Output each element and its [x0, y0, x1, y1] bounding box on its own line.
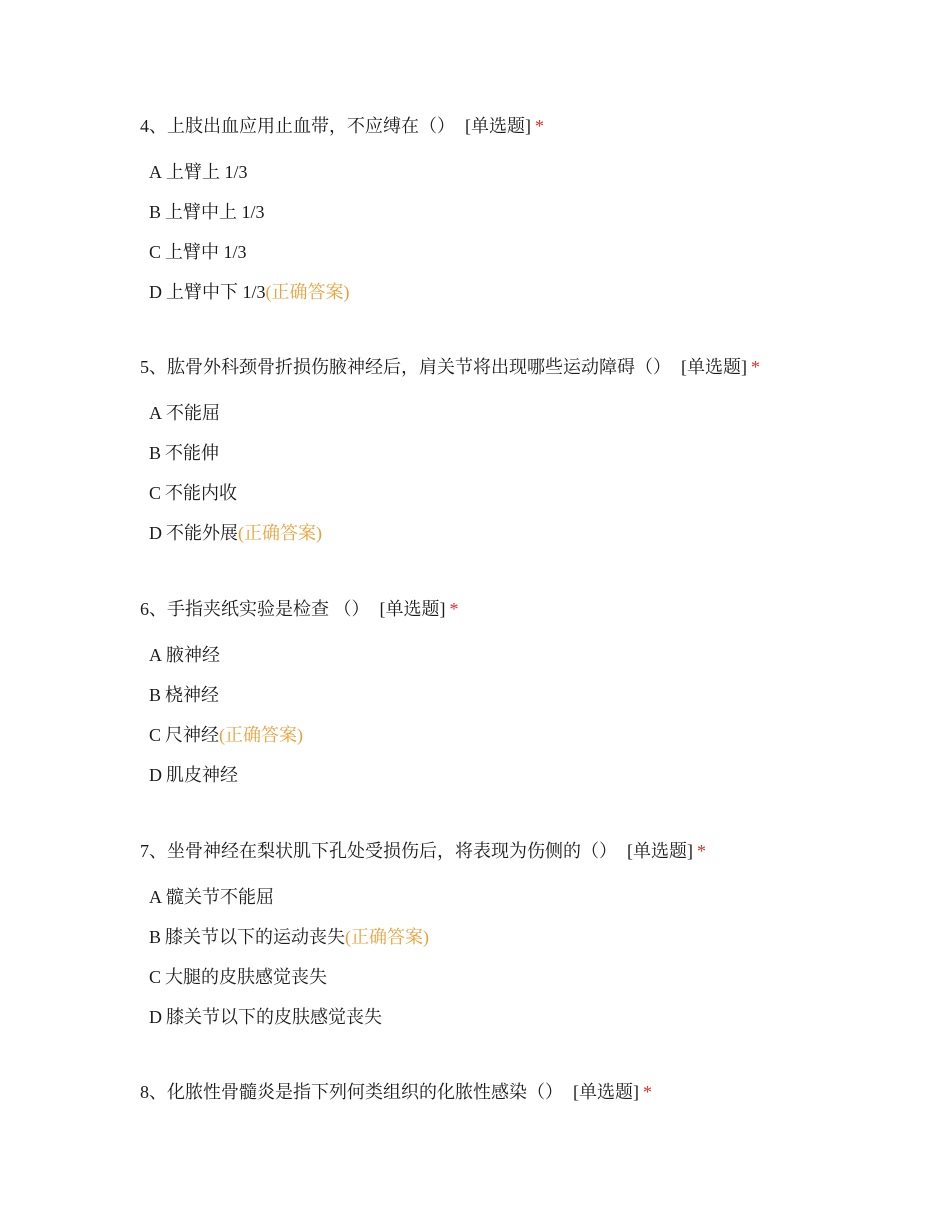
- question-type-label: [单选题]: [681, 357, 747, 377]
- question-type-label: [单选题]: [379, 599, 446, 619]
- question-text: 上肢出血应用止血带，不应缚在（）: [167, 116, 455, 136]
- option-c[interactable]: [149, 481, 920, 505]
- question-4: [140, 114, 920, 320]
- question-title: [140, 1080, 920, 1104]
- question-5: [140, 355, 920, 561]
- option-letter: B: [149, 685, 162, 705]
- required-asterisk: *: [449, 599, 459, 619]
- option-text: 上臂中上 1/3: [165, 202, 265, 222]
- question-text: 化脓性骨髓炎是指下列何类组织的化脓性感染（）: [167, 1082, 563, 1102]
- option-c[interactable]: [149, 240, 920, 264]
- question-type-label: [单选题]: [573, 1082, 639, 1102]
- option-a[interactable]: [149, 160, 920, 184]
- question-title: [140, 355, 920, 379]
- option-letter: D: [149, 765, 162, 785]
- option-a[interactable]: [149, 643, 920, 667]
- correct-answer-mark: (正确答案): [238, 523, 322, 543]
- option-list: [140, 643, 920, 787]
- option-text: 膝关节以下的皮肤感觉丧失: [166, 1007, 382, 1027]
- option-d[interactable]: [149, 280, 920, 304]
- question-type-label: [单选题]: [465, 116, 531, 136]
- option-text: 大腿的皮肤感觉丧失: [165, 967, 328, 987]
- required-asterisk: *: [643, 1082, 652, 1102]
- option-text: 不能屈: [166, 403, 220, 423]
- option-text: 腋神经: [166, 645, 220, 665]
- option-text: 不能内收: [165, 483, 238, 503]
- option-list: [140, 401, 920, 545]
- option-list: [140, 885, 920, 1029]
- question-type-label: [单选题]: [627, 841, 693, 861]
- question-number: 7、: [140, 841, 167, 861]
- option-c[interactable]: [149, 965, 920, 989]
- option-letter: A: [149, 645, 162, 665]
- question-7: [140, 839, 920, 1045]
- question-text: 手指夹纸实验是检查 （）: [167, 599, 370, 619]
- correct-answer-mark: (正确答案): [345, 927, 430, 947]
- option-letter: B: [149, 443, 162, 463]
- option-letter: C: [149, 483, 162, 503]
- option-text: 膝关节以下的运动丧失: [165, 927, 346, 947]
- question-text: 坐骨神经在梨状肌下孔处受损伤后，将表现为伤侧的（）: [167, 841, 617, 861]
- option-letter: C: [149, 967, 162, 987]
- option-b[interactable]: [149, 441, 920, 465]
- option-letter: D: [149, 282, 162, 302]
- option-b[interactable]: [149, 683, 920, 707]
- option-letter: A: [149, 403, 162, 423]
- option-text: 桡神经: [165, 685, 220, 705]
- option-text: 上臂中下 1/3: [166, 282, 266, 302]
- required-asterisk: *: [535, 116, 544, 136]
- option-text: 上臂中 1/3: [165, 242, 247, 262]
- option-b[interactable]: [149, 925, 920, 949]
- option-d[interactable]: [149, 1005, 920, 1029]
- question-8: [140, 1080, 920, 1104]
- option-letter: A: [149, 162, 162, 182]
- option-letter: A: [149, 887, 162, 907]
- option-text: 肌皮神经: [166, 765, 238, 785]
- option-text: 髋关节不能屈: [166, 887, 274, 907]
- correct-answer-mark: (正确答案): [265, 282, 350, 302]
- question-title: [140, 114, 920, 138]
- question-number: 6、: [140, 599, 167, 619]
- option-text: 不能外展: [166, 523, 238, 543]
- option-letter: B: [149, 927, 162, 947]
- option-text: 上臂上 1/3: [166, 162, 248, 182]
- option-text: 不能伸: [165, 443, 220, 463]
- question-number: 8、: [140, 1082, 167, 1102]
- required-asterisk: *: [697, 841, 706, 861]
- option-a[interactable]: [149, 401, 920, 425]
- question-6: [140, 597, 920, 803]
- option-b[interactable]: [149, 200, 920, 224]
- option-c[interactable]: [149, 723, 920, 747]
- question-text: 肱骨外科颈骨折损伤腋神经后，肩关节将出现哪些运动障碍（）: [167, 357, 671, 377]
- option-letter: B: [149, 202, 162, 222]
- option-letter: C: [149, 725, 162, 745]
- option-d[interactable]: [149, 521, 920, 545]
- correct-answer-mark: (正确答案): [219, 725, 304, 745]
- question-title: [140, 597, 920, 621]
- question-number: 5、: [140, 357, 167, 377]
- option-text: 尺神经: [165, 725, 220, 745]
- option-d[interactable]: [149, 763, 920, 787]
- question-number: 4、: [140, 116, 167, 136]
- option-letter: D: [149, 523, 162, 543]
- question-title: [140, 839, 920, 863]
- option-letter: D: [149, 1007, 162, 1027]
- option-letter: C: [149, 242, 162, 262]
- required-asterisk: *: [751, 357, 760, 377]
- option-a[interactable]: [149, 885, 920, 909]
- option-list: [140, 160, 920, 304]
